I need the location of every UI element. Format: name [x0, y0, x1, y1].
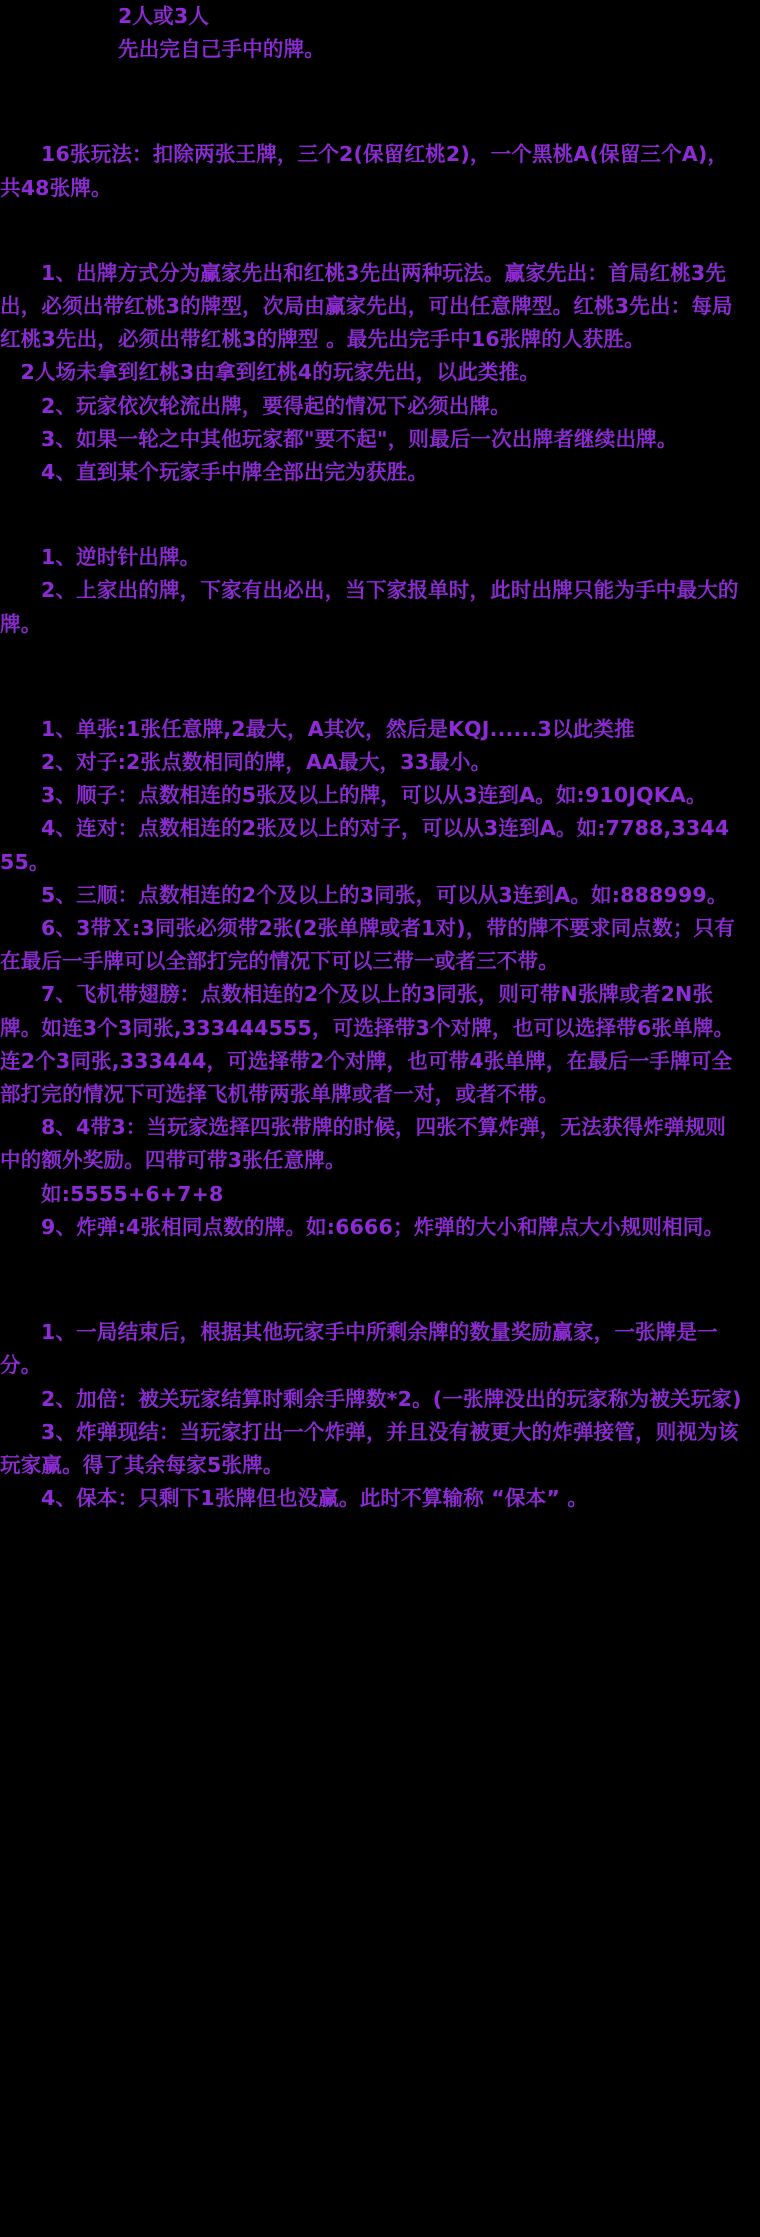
spacer-1	[0, 66, 742, 138]
rule-line: 4、直到某个玩家手中牌全部出完为获胜。	[41, 460, 429, 485]
rule-line: 2人场未拿到红桃3由拿到红桃4的玩家先出，以此类推。	[20, 360, 540, 385]
rule-line: 1、单张:1张任意牌,2最大，A其次，然后是KQJ......3以此类推	[41, 716, 635, 741]
rule-line: 9、炸弹:4张相同点数的牌。如:6666；炸弹的大小和牌点大小规则相同。	[41, 1214, 725, 1239]
rule-line: 3、顺子：点数相连的5张及以上的牌，可以从3连到A。如:910JQKA。	[41, 783, 707, 808]
rule-line: 3、炸弹现结：当玩家打出一个炸弹，并且没有被更大的炸弹接管，则视为该玩家赢。得了其余每家5张牌。	[0, 1419, 739, 1477]
deck-rule-line: 16张玩法：扣除两张王牌，三个2(保留红桃2)，一个黑桃A(保留三个A)，共48张牌。	[0, 142, 729, 200]
rule-line: 4、连对：点数相连的2张及以上的对子，可以从3连到A。如:7788,334455。	[0, 816, 730, 874]
rule-line: 1、出牌方式分为赢家先出和红桃3先出两种玩法。赢家先出：首局红桃3先出，必须出带红桃3的牌型，次局由赢家先出，可出任意牌型。红桃3先出：每局红桃3先出，必须出带红桃3的牌型 。最先出完手中16张牌的人获胜。	[0, 260, 733, 352]
spacer-4	[0, 641, 742, 713]
rule-line: 6、3带Ｘ:3同张必须带2张(2张单牌或者1对)，带的牌不要求同点数；只有在最后一手牌可以全部打完的情况下可以三带一或者三不带。	[0, 916, 735, 974]
spacer-2	[0, 205, 742, 257]
goal-line: 先出完自己手中的牌。	[118, 37, 325, 62]
rule-line: 1、逆时针出牌。	[41, 545, 201, 570]
rule-line: 7、飞机带翅膀：点数相连的2个及以上的3同张，则可带N张牌或者2N张牌。如连3个3同张,333444555，可选择带3个对牌，也可以选择带6张单牌。连2个3同张,333444，可选择带2个对牌，也可带4张单牌，在最后一手牌可全部打完的情况下可选择飞机带两张单牌或者一对，或者不带。	[0, 982, 735, 1107]
section-turn-rules	[0, 541, 742, 641]
section-play-order	[0, 257, 742, 489]
header-section	[0, 0, 742, 66]
rule-line: 4、保本：只剩下1张牌但也没赢。此时不算输称 “保本” 。	[41, 1486, 589, 1511]
rule-line: 8、4带3：当玩家选择四张带牌的时候，四张不算炸弹，无法获得炸弹规则中的额外奖励。四带可带3张任意牌。	[0, 1115, 727, 1173]
spacer-5	[0, 1244, 742, 1316]
rule-line: 1、一局结束后，根据其他玩家手中所剩余牌的数量奖励赢家，一张牌是一分。	[0, 1320, 718, 1378]
deck-section	[0, 138, 742, 204]
section-scoring	[0, 1316, 742, 1515]
rule-line: 2、上家出的牌，下家有出必出，当下家报单时，此时出牌只能为手中最大的牌。	[0, 578, 739, 636]
rule-line: 5、三顺：点数相连的2个及以上的3同张，可以从3连到A。如:888999。	[41, 882, 728, 907]
rule-example-line: 如:5555+6+7+8	[41, 1181, 224, 1206]
rule-line: 2、对子:2张点数相同的牌，AA最大，33最小。	[41, 750, 492, 775]
rule-line: 2、加倍：被关玩家结算时剩余手牌数*2。(一张牌没出的玩家称为被关玩家)	[41, 1386, 742, 1411]
spacer-3	[0, 489, 742, 541]
section-card-types	[0, 713, 742, 1244]
player-count-line: 2人或3人	[118, 4, 210, 28]
rule-line: 3、如果一轮之中其他玩家都"要不起"，则最后一次出牌者继续出牌。	[41, 426, 678, 451]
rule-line: 2、玩家依次轮流出牌，要得起的情况下必须出牌。	[41, 393, 511, 418]
